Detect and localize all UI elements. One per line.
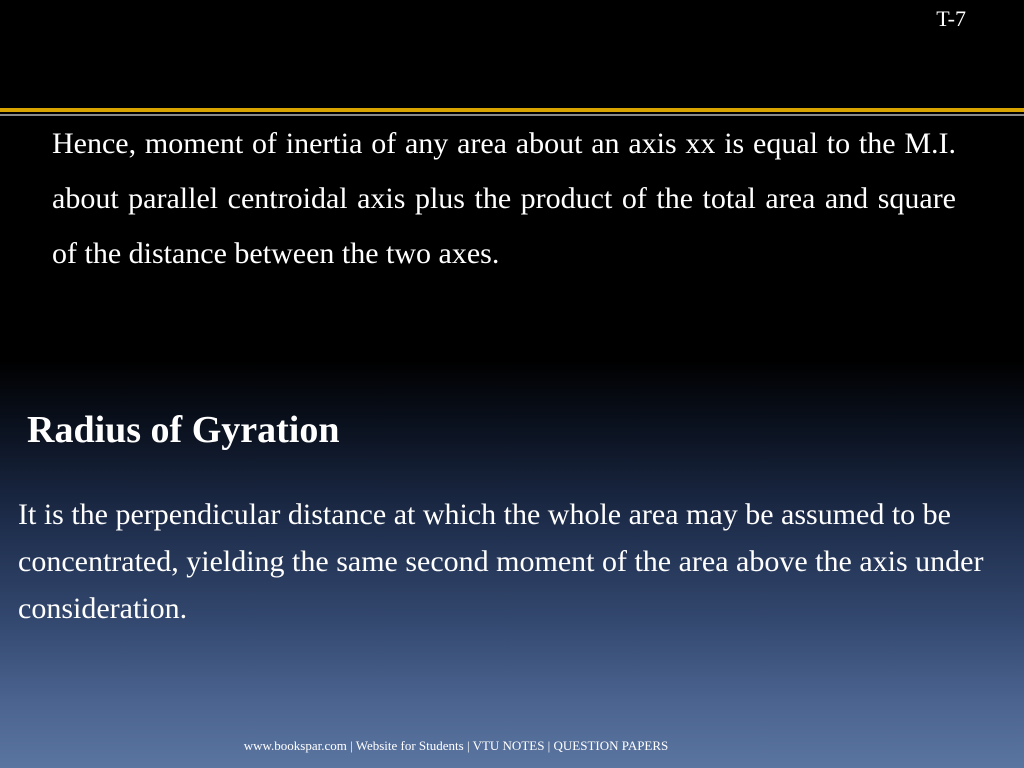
slide-number: T-7 <box>936 6 966 31</box>
parallel-axis-paragraph: Hence, moment of inertia of any area about an axis xx is equal to the M.I. about parallel centroidal axis plus the product of the total area and square of the distance between the two axes. <box>52 127 956 270</box>
header-rule-gold <box>0 108 1024 112</box>
footer-text: www.bookspar.com | Website for Students | VTU NOTES | QUESTION PAPERS <box>243 738 669 753</box>
radius-of-gyration-paragraph: It is the perpendicular distance at which the whole area may be assumed to be concentrated, yielding the same second moment of the area above the axis under consideration. <box>18 498 984 625</box>
section-heading: Radius of Gyration <box>27 409 340 451</box>
